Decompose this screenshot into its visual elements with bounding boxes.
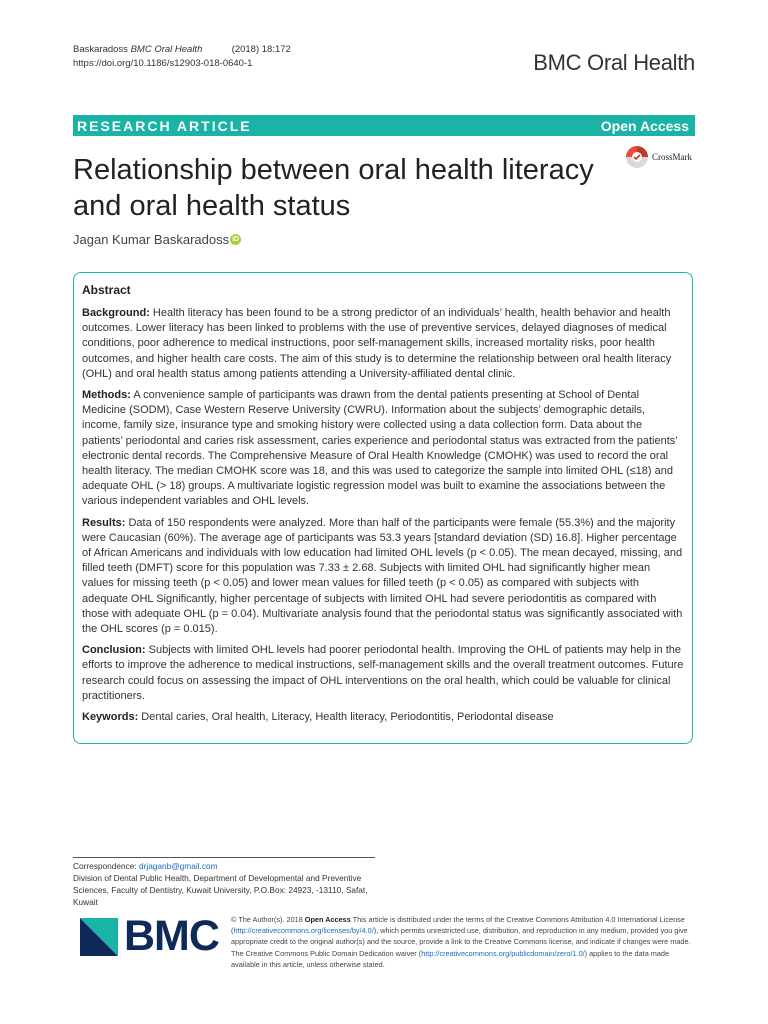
- license-link-zero[interactable]: http://creativecommons.org/publicdomain/zero/1.0/: [421, 948, 585, 958]
- footnote-divider: [73, 857, 375, 858]
- bmc-logo: [80, 912, 219, 961]
- crossmark-label: CrossMark: [652, 152, 692, 162]
- article-title: Relationship between oral health literacy and oral health status: [73, 154, 594, 222]
- license-copyright: © The Author(s). 2018: [231, 915, 305, 924]
- abstract-background: [82, 306, 684, 382]
- section-text: Health literacy has been found to be a strong predictor of an individuals’ health, health behavior and health outcomes. Lower literacy has been linked to problems with the use of preventive services, delayed diagnoses of medical conditions, poor adherence to medical instructions, poor self-management skills, increased mortality risks, poor health outcomes, and higher health care costs. The aim of this study is to determine the relationship between oral health literacy (OHL) and oral health status among patients attending a University-affiliated dental clinic.: [82, 307, 672, 380]
- header-journal: BMC Oral Health: [130, 44, 203, 55]
- bmc-logo-icon: [80, 918, 118, 956]
- license-text-part: ), which permits unrestricted use, distribution, and reproduction in any medium, provided you give appropriate credit to the original author(s) and the source, provide a link to the Creative Commons license, and indicate if changes were made. The Creative Commons Public Domain Dedication waiver (: [231, 926, 691, 958]
- open-access-label: Open Access: [600, 117, 689, 134]
- header-author: Baskaradoss: [73, 44, 128, 55]
- license-text: [231, 914, 695, 970]
- citation-line: [73, 43, 291, 57]
- correspondence-email[interactable]: drjaganb@gmail.com: [138, 861, 218, 871]
- section-text: Data of 150 respondents were analyzed. More than half of the participants were female (55.3%) and the majority were Caucasian (60%). The average age of participants was 53.3 years [standard deviation (SD) 16.8]. Higher percentage of African Americans and individuals with low education had limited OHL levels (p < 0.05). The mean decayed, missing, and filled teeth (DMFT) score for this population was 7.33 ± 2.68. Subjects with limited OHL had significantly higher mean values for missing teeth (p < 0.05) and lower mean values for filled teeth (p < 0.05) as compared with subjects with adequate OHL Significantly, higher percentage of subjects with limited OHL had severe periodontitis as compared with those with adequate OHL (p = 0.04). Multivariate analysis found that the periodontal status was significantly associated with the OHL scores (p = 0.015).: [82, 516, 683, 636]
- license-text-part: This article is distributed under the terms of the Creative Commons Attribution 4.0 International License (: [231, 915, 685, 936]
- article-banner: [73, 115, 695, 136]
- orcid-icon[interactable]: iD: [232, 236, 240, 243]
- abstract-methods: [82, 388, 684, 510]
- author-name[interactable]: Jagan Kumar Baskaradoss: [73, 232, 230, 247]
- crossmark-badge[interactable]: [625, 145, 692, 169]
- correspondence-block: [73, 860, 373, 908]
- header-citation: (2018) 18:172: [231, 44, 291, 55]
- section-label: Background:: [82, 307, 150, 319]
- abstract-box: [73, 272, 693, 744]
- section-label: Keywords:: [82, 711, 139, 724]
- section-text: Dental caries, Oral health, Literacy, Health literacy, Periodontitis, Periodontal disease: [138, 711, 554, 724]
- license-open-access: Open Access: [304, 915, 351, 924]
- license-link-by[interactable]: http://creativecommons.org/licenses/by/4.0/: [233, 926, 374, 936]
- abstract-heading: Abstract: [82, 283, 131, 297]
- abstract-results: [82, 516, 684, 638]
- section-text: Subjects with limited OHL levels had poorer periodontal health. Improving the OHL of patients may help in the efforts to improve the adherence to medical instructions, self-management skills and the overall treatment outcomes. Future research could focus on assessing the impact of OHL interventions on the oral health, which could be valuable for clinical practitioners.: [82, 644, 684, 702]
- section-label: Results:: [82, 516, 126, 529]
- abstract-conclusion: [82, 643, 684, 704]
- article-type: RESEARCH ARTICLE: [77, 117, 252, 134]
- abstract-keywords: [82, 710, 684, 725]
- doi-link[interactable]: https://doi.org/10.1186/s12903-018-0640-1: [73, 58, 253, 69]
- section-label: Conclusion:: [82, 644, 146, 657]
- author-line: [73, 232, 241, 247]
- affiliation: Division of Dental Public Health, Department of Developmental and Preventive Sciences, Faculty of Dentistry, Kuwait University, P.O.Box: 24923, -13110, Safat, Kuwait: [73, 873, 368, 907]
- bmc-logo-text: BMC: [124, 912, 219, 960]
- section-text: A convenience sample of participants was drawn from the dental patients presenting at School of Dental Medicine (SODM), Case Western Reserve University (CWRU). Information about the subjects’ demographic details, income, family size, insurance type and smoking history were collected using a data collection form. Data about the patients’ periodontal and caries risk assessment, caries experience and periodontal status was extracted from the patients’ electronic dental records. The Comprehensive Measure of Oral Health Knowledge (CMOHK) was used to record the oral health literacy. The median CMOHK score was 18, and this was used to categorize the sample into limited OHL (≤18) and adequate OHL (> 18) groups. A multivariate logistic regression model was built to examine the associations between the various independent variables and OHL levels.: [82, 389, 678, 508]
- correspondence-line: [73, 860, 373, 872]
- section-label: Methods:: [82, 389, 131, 402]
- correspondence-label: Correspondence:: [73, 861, 139, 871]
- running-header: [73, 43, 291, 71]
- license-text-part: ) applies to the data made available in this article, unless otherwise stated.: [231, 948, 670, 969]
- journal-brand: BMC Oral Health: [533, 50, 695, 75]
